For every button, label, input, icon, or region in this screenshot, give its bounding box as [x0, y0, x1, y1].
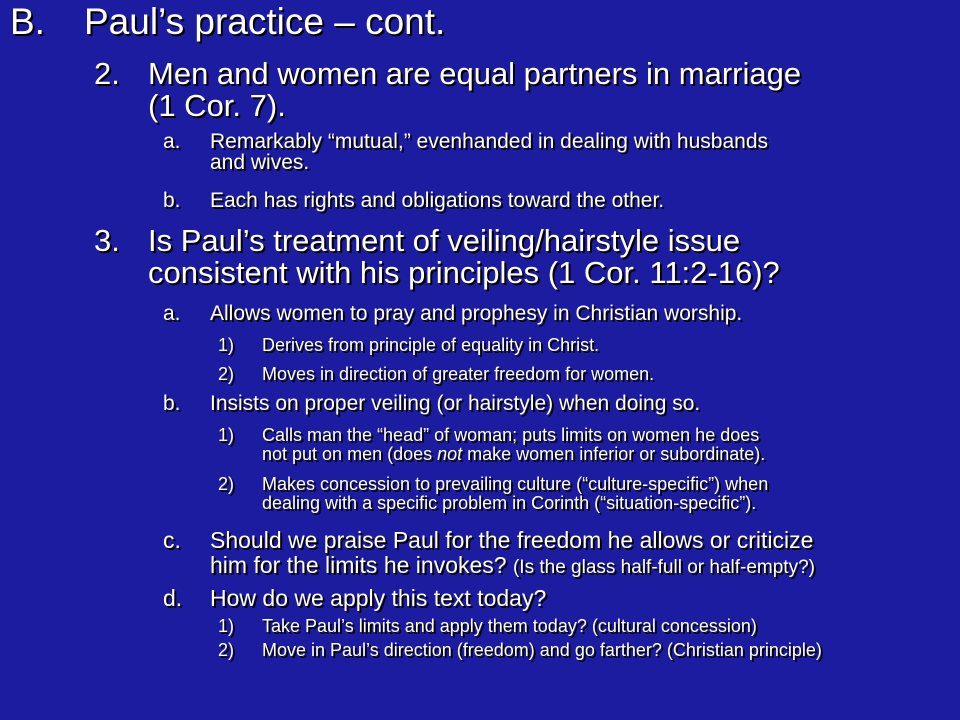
point-3-line2: consistent with his principles (1 Cor. 11:2-16)?	[148, 255, 780, 290]
point-3c-line2-main: him for the limits he invokes?	[210, 552, 507, 578]
point-3a-1-marker: 1)	[218, 335, 235, 355]
point-3c-marker: c.	[163, 527, 181, 553]
heading-text: Paul’s practice – cont.	[84, 1, 446, 42]
point-3a-1-text: Derives from principle of equality in Christ.	[262, 335, 600, 355]
point-3d-text: How do we apply this text today?	[210, 585, 547, 611]
point-2a-marker: a.	[163, 130, 181, 153]
heading-marker: B.	[10, 1, 45, 42]
point-3b-1-marker: 1)	[218, 425, 235, 445]
point-3c-line2-paren: (Is the glass half-full or half-empty?)	[512, 557, 815, 578]
point-3b-1-line2-em: not	[437, 444, 463, 464]
point-3c-line2	[210, 552, 815, 581]
point-3-line1: Is Paul’s treatment of veiling/hairstyle issue	[148, 223, 741, 258]
point-3d-1-marker: 1)	[218, 616, 235, 636]
point-3b-1-line1: Calls man the “head” of woman; puts limits on women he does	[262, 425, 760, 445]
point-3c-line1: Should we praise Paul for the freedom he allows or criticize	[210, 527, 814, 553]
point-2b-text: Each has rights and obligations toward the other.	[210, 189, 665, 212]
point-2-line2: (1 Cor. 7).	[148, 88, 286, 123]
point-3a-2-marker: 2)	[218, 364, 235, 384]
point-3a-2-text: Moves in direction of greater freedom for women.	[262, 364, 655, 384]
point-3b-1-line2-pre: not put on men (does	[262, 444, 438, 464]
point-3b-marker: b.	[163, 392, 181, 415]
point-2-line1: Men and women are equal partners in marriage	[148, 56, 802, 91]
point-3b-1-line2-post: make women inferior or subordinate).	[462, 444, 766, 464]
point-3b-2-line1: Makes concession to prevailing culture (“culture-specific”) when	[262, 474, 769, 494]
point-3b-text: Insists on proper veiling (or hairstyle) when doing so.	[210, 392, 701, 415]
point-3b-2-marker: 2)	[218, 474, 235, 494]
point-3d-1-text: Take Paul’s limits and apply them today? (cultural concession)	[262, 616, 757, 636]
point-3d-marker: d.	[163, 585, 183, 611]
point-3a-marker: a.	[163, 302, 181, 325]
point-3-marker: 3.	[94, 223, 120, 258]
point-3b-1-line2	[262, 444, 765, 464]
point-2-marker: 2.	[94, 56, 120, 91]
point-2a-line1: Remarkably “mutual,” evenhanded in dealing with husbands	[210, 130, 768, 153]
point-3d-2-marker: 2)	[218, 640, 235, 660]
point-2a-line2: and wives.	[210, 151, 310, 174]
point-3d-2-text: Move in Paul’s direction (freedom) and go farther? (Christian principle)	[262, 640, 822, 660]
point-3b-2-line2: dealing with a specific problem in Corinth (“situation-specific”).	[262, 493, 757, 513]
point-2b-marker: b.	[163, 189, 181, 212]
point-3a-text: Allows women to pray and prophesy in Christian worship.	[210, 302, 743, 325]
